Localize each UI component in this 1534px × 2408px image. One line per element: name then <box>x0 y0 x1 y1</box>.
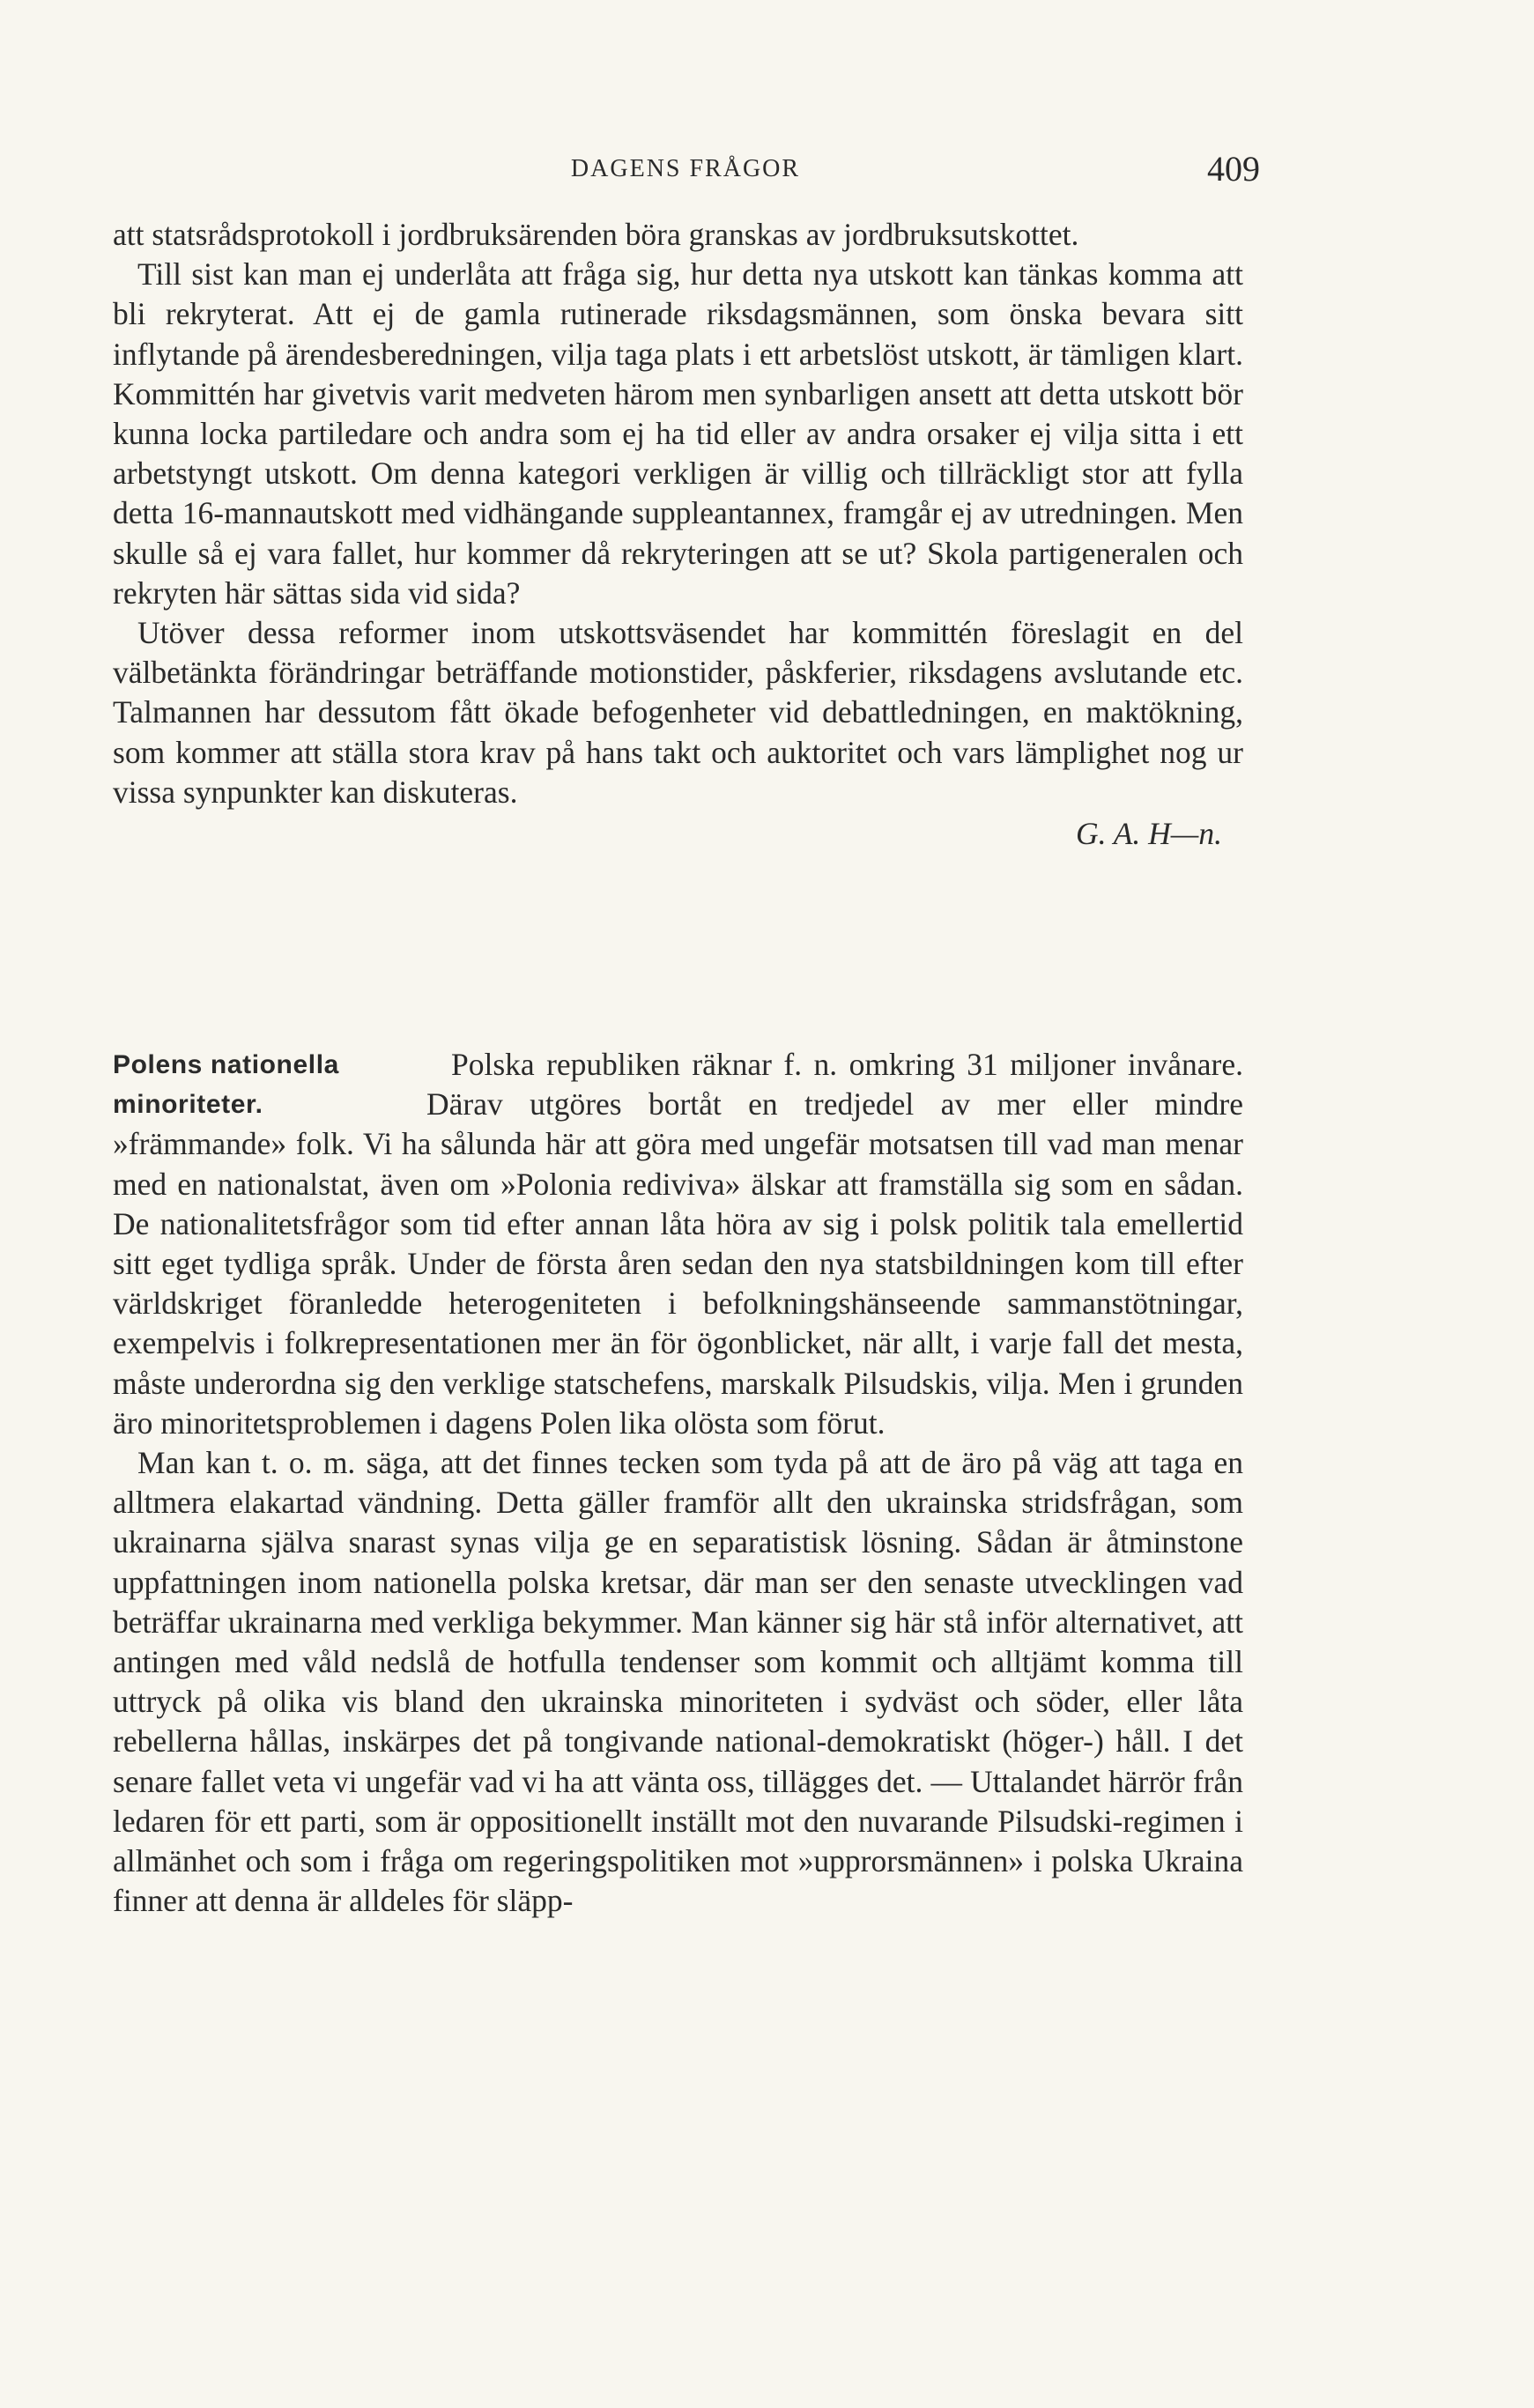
article-continuation <box>113 215 1243 854</box>
paragraph: att statsrådsprotokoll i jordbruksärenden böra granskas av jordbruksutskottet. <box>113 217 1079 252</box>
page-header <box>113 148 1258 194</box>
paragraph: Utöver dessa reformer inom utskottsväsendet har kommittén föreslagit en del välbetänkta förändringar beträffande motionstider, påskferier, riksdagens avslutande etc. Talmannen har dessutom fått ökade befogenheter vid debattledningen, en maktökning, som kommer att ställa stora krav på hans takt och auktoritet och vars lämplighet nog ur vissa synpunkter kan diskuteras. <box>113 615 1243 810</box>
author-signature: G. A. H—n. <box>1075 816 1222 852</box>
running-head: DAGENS FRÅGOR <box>570 155 801 182</box>
paragraph: Man kan t. o. m. säga, att det finnes tecken som tyda på att de äro på väg att taga en alltmera elakartad vändning. Detta gäller framför allt den ukrainska stridsfrågan, som ukrainarna själva snarast synas vilja ge en separatistisk lösning. Sådan är åtminstone uppfattningen inom nationella polska kretsar, där man ser den senaste utvecklingen vad beträffar ukrainarna med verkliga bekymmer. Man känner sig här stå inför alternativet, att antingen med våld nedslå de hotfulla tendenser som kommit och alltjämt komma till uttryck på olika vis bland den ukrainska minoriteten i sydväst och söder, eller låta rebellerna hållas, inskärpes det på tongivande national-demokratiskt (höger-) håll. I det senare fallet veta vi ungefär vad vi ha att vänta oss, tillägges det. — Uttalandet härrör från ledaren för ett parti, som är oppositionellt inställt mot den nuvarande Pilsudski-regimen i allmänhet och som i fråga om regeringspolitiken mot »upprorsmännen» i polska Ukraina finner att denna är alldeles för släpp- <box>113 1445 1243 1919</box>
section-heading: Polens nationella minoriteter. <box>113 1050 339 1120</box>
page-number: 409 <box>1207 149 1260 189</box>
paragraph: Polska republiken räknar f. n. omkring 31 miljoner invånare. Därav utgöres bortåt en tredjedel av mer eller mindre »främmande» folk. Vi ha sålunda här att göra med ungefär motsatsen till vad man menar med en nationalstat, även om »Polonia rediviva» älskar att framställa sig som en sådan. De nationalitetsfrågor som tid efter annan låta höra av sig i polsk politik tala emellertid sitt eget tydliga språk. Under de första åren sedan den nya statsbildningen kom till efter världskriget föranledde heterogeniteten i befolkningshänseende sammanstötningar, exempelvis i folkrepresentationen mer än för ögonblicket, när allt, i varje fall det mesta, måste underordna sig den verklige statschefens, marskalk Pilsudskis, vilja. Men i grunden äro minoritetsproblemen i dagens Polen lika olösta som förut. <box>113 1047 1243 1441</box>
article-polish-minorities <box>113 1045 1243 1921</box>
paragraph: Till sist kan man ej underlåta att fråga sig, hur detta nya utskott kan tänkas komma att bli rekryterat. Att ej de gamla rutinerade riksdagsmännen, som önska bevara sitt inflytande på ärendesberedningen, vilja taga plats i ett arbetslöst utskott, är tämligen klart. Kommittén har givetvis varit medveten härom men synbarligen ansett att detta utskott bör kunna locka partiledare och andra som ej ha tid eller av andra orsaker ej vilja sitta i ett arbetstyngt utskott. Om denna kategori verkligen är villig och tillräckligt stor att fylla detta 16-mannautskott med vidhängande suppleantannex, framgår ej av utredningen. Men skulle så ej vara fallet, hur kommer då rekryteringen att se ut? Skola partigeneralen och rekryten här sättas sida vid sida? <box>113 256 1243 611</box>
